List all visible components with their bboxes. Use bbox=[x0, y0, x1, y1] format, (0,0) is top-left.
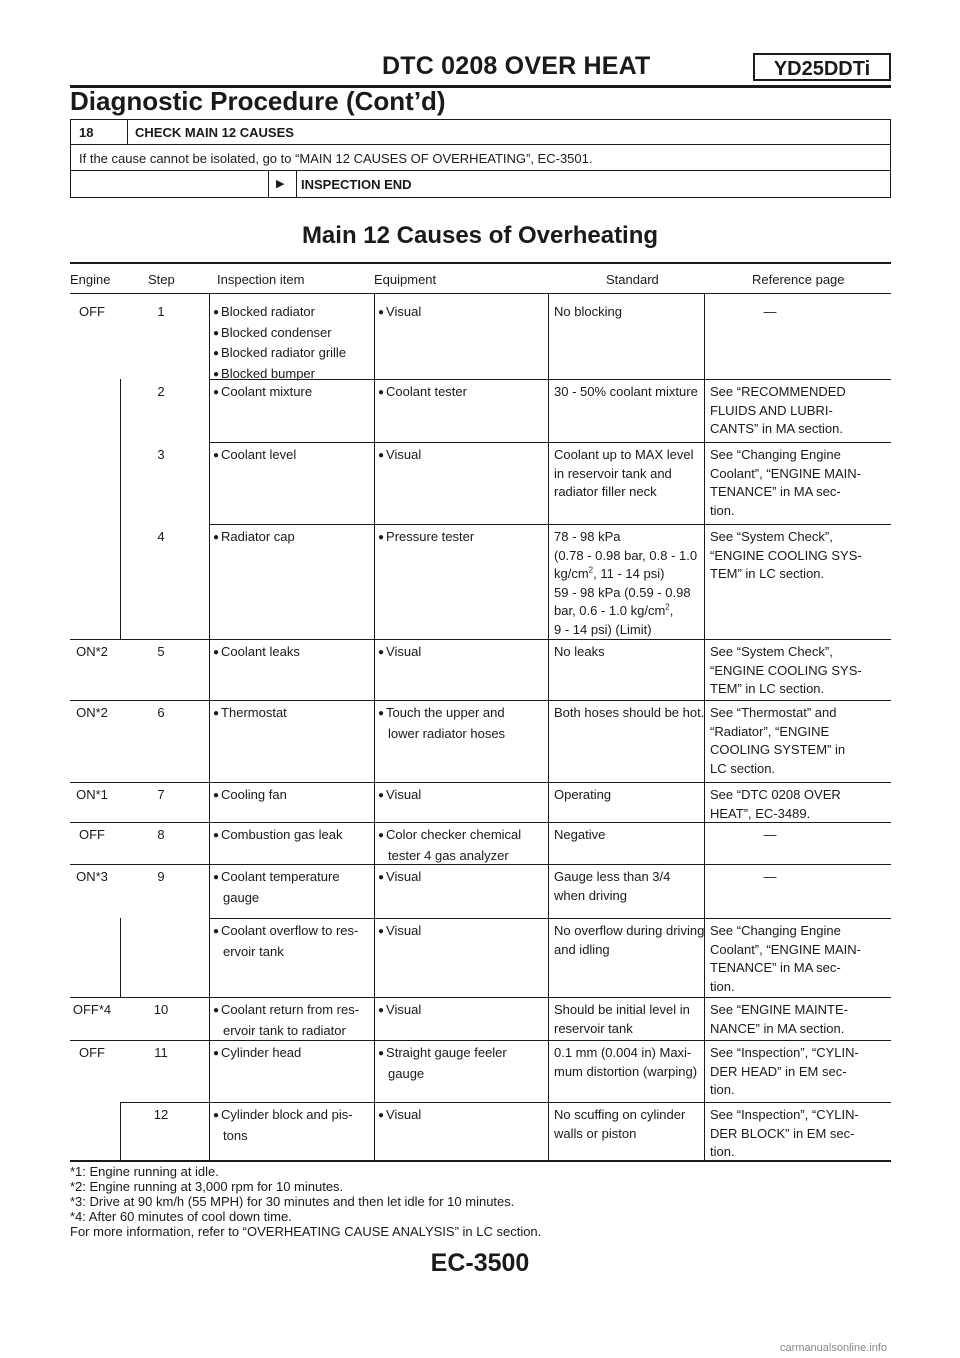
cell-standard: 30 - 50% coolant mixture bbox=[554, 384, 698, 399]
cell-reference: — bbox=[763, 827, 777, 842]
cell-equipment: ● Touch the upper and lower radiator hoses bbox=[378, 705, 506, 741]
cell-standard: 78 - 98 kPa (0.78 - 0.98 bar, 0.8 - 1.0 $kg/cm^2$, 11 - 14 psi) 59 - 98 kPa (0.59 - 0.98 bar, 0.6 - 1.0 $kg/cm^2$, 9 - 14 psi) (Limit) bbox=[554, 529, 698, 637]
column-divider bbox=[209, 293, 210, 1160]
cell-engine: ON*1 bbox=[76, 787, 108, 802]
cell-reference: See “System Check”, “ENGINE COOLING SYS- TEM” in LC section. bbox=[710, 644, 862, 697]
bullet-icon: ● bbox=[213, 1005, 220, 1016]
bullet-icon: ● bbox=[213, 926, 220, 937]
bullet-icon: ● bbox=[213, 368, 220, 380]
col-header-inspection-item: Inspection item bbox=[217, 272, 305, 287]
bullet-icon: ● bbox=[213, 348, 220, 360]
col-header-engine: Engine bbox=[70, 272, 111, 287]
cell-reference: See “Inspection”, “CYLIN- DER BLOCK” in EM sec- tion. bbox=[710, 1107, 859, 1160]
cell-reference: See “System Check”, “ENGINE COOLING SYS- TEM” in LC section. bbox=[710, 529, 862, 582]
cell-step: 5 bbox=[157, 644, 165, 659]
cell-standard: Should be initial level in reservoir tank bbox=[554, 1002, 690, 1036]
cell-step: 4 bbox=[157, 529, 165, 544]
bullet-icon: ● bbox=[213, 830, 220, 841]
bullet-icon: ● bbox=[378, 450, 385, 461]
cell-standard: Both hoses should be hot. bbox=[554, 705, 705, 720]
cell-standard: No overflow during driving and idling bbox=[554, 923, 705, 957]
bullet-icon: ● bbox=[213, 307, 220, 318]
bullet-icon: ● bbox=[213, 647, 220, 658]
cell-reference: See “DTC 0208 OVER HEAT”, EC-3489. bbox=[710, 787, 841, 821]
model-badge: YD25DDTi bbox=[753, 53, 891, 81]
right-triangle-icon: ▶ bbox=[276, 178, 285, 190]
row-divider bbox=[209, 918, 891, 919]
cell-inspection-item: ● Cooling fan bbox=[213, 787, 287, 802]
bullet-icon: ● bbox=[213, 1048, 220, 1059]
cell-equipment: ● Pressure tester bbox=[378, 529, 475, 544]
cell-equipment: ● Visual bbox=[378, 1107, 422, 1122]
cell-inspection-item: ● Thermostat bbox=[213, 705, 287, 720]
bullet-icon: ● bbox=[213, 1110, 220, 1121]
step-box-title-row bbox=[71, 120, 890, 145]
cell-equipment: ● Visual bbox=[378, 869, 422, 884]
bullet-icon: ● bbox=[213, 450, 220, 461]
cell-reference: See “Changing Engine Coolant”, “ENGINE MAIN- TENANCE” in MA sec- tion. bbox=[710, 447, 861, 518]
cell-inspection-item: ● Coolant leaks bbox=[213, 644, 300, 659]
cell-inspection-item: ● Blocked radiator ● Blocked condenser ● Blocked radiator grille ● Blocked bumper bbox=[213, 304, 347, 381]
note: *3: Drive at 90 km/h (55 MPH) for 30 minutes and then let idle for 10 minutes. bbox=[70, 1194, 515, 1209]
cell-reference: See “Thermostat” and “Radiator”, “ENGINE COOLING SYSTEM” in LC section. bbox=[710, 705, 846, 776]
cell-step: 12 bbox=[153, 1107, 169, 1122]
row-divider bbox=[70, 1040, 891, 1041]
bullet-icon: ● bbox=[378, 307, 385, 318]
step-title: CHECK MAIN 12 CAUSES bbox=[135, 125, 294, 140]
cell-engine: ON*2 bbox=[76, 705, 108, 720]
cell-equipment: ● Coolant tester bbox=[378, 384, 467, 399]
cell-reference: See “ENGINE MAINTE- NANCE” in MA section. bbox=[710, 1002, 848, 1036]
cell-step: 6 bbox=[157, 705, 165, 720]
cell-inspection-item: ● Cylinder head bbox=[213, 1045, 302, 1060]
step-number: 18 bbox=[79, 125, 94, 140]
note: *4: After 60 minutes of cool down time. bbox=[70, 1209, 292, 1224]
row-divider bbox=[70, 700, 891, 701]
col-header-equipment: Equipment bbox=[374, 272, 437, 287]
cell-equipment: ● Visual bbox=[378, 304, 422, 319]
cell-standard: Gauge less than 3/4 when driving bbox=[554, 869, 671, 903]
cell-step: 11 bbox=[154, 1045, 168, 1060]
cell-standard: No blocking bbox=[554, 304, 622, 319]
note: *2: Engine running at 3,000 rpm for 10 minutes. bbox=[70, 1179, 344, 1194]
row-divider bbox=[209, 442, 891, 443]
bullet-icon: ● bbox=[378, 1110, 385, 1121]
cell-equipment: ● Straight gauge feeler gauge bbox=[378, 1045, 507, 1081]
cell-reference: See “RECOMMENDED FLUIDS AND LUBRI- CANTS” in MA section. bbox=[710, 384, 846, 437]
group-divider bbox=[120, 379, 121, 639]
col-header-standard: Standard bbox=[606, 272, 659, 287]
cell-engine: OFF bbox=[79, 1045, 105, 1060]
cell-inspection-item: ● Coolant level bbox=[213, 447, 297, 462]
bullet-icon: ● bbox=[378, 872, 385, 883]
cell-standard: Operating bbox=[554, 787, 612, 802]
cell-equipment: ● Visual bbox=[378, 923, 422, 938]
cell-engine: OFF*4 bbox=[72, 1002, 112, 1017]
cell-step: 2 bbox=[157, 384, 165, 399]
bullet-icon: ● bbox=[213, 708, 220, 719]
cell-inspection-item: ● Coolant temperature gauge bbox=[213, 869, 340, 905]
step-text-row bbox=[71, 145, 890, 171]
cell-step: 1 bbox=[157, 304, 165, 319]
cell-engine: OFF bbox=[79, 827, 105, 842]
row-divider bbox=[209, 524, 891, 525]
notes bbox=[70, 1164, 541, 1239]
cell-standard: No leaks bbox=[554, 644, 605, 659]
cell-step: 8 bbox=[157, 827, 165, 842]
column-divider bbox=[704, 293, 705, 1160]
bullet-icon: ● bbox=[213, 387, 220, 398]
row-divider bbox=[120, 1102, 891, 1103]
bullet-icon: ● bbox=[378, 1005, 385, 1016]
cell-step: 9 bbox=[157, 869, 165, 884]
bullet-icon: ● bbox=[378, 830, 385, 841]
cell-step: 10 bbox=[153, 1002, 169, 1017]
cell-reference: — bbox=[763, 304, 777, 319]
header-subtitle: Diagnostic Procedure (Cont’d) bbox=[70, 86, 446, 116]
cell-equipment: ● Visual bbox=[378, 447, 422, 462]
cell-standard: Negative bbox=[554, 827, 606, 842]
note: For more information, refer to “OVERHEATING CAUSE ANALYSIS” in LC section. bbox=[70, 1224, 542, 1239]
cell-standard: 0.1 mm (0.004 in) Maxi- mum distortion (warping) bbox=[554, 1045, 698, 1079]
cell-equipment: ● Visual bbox=[378, 644, 422, 659]
row-divider bbox=[70, 997, 891, 998]
cell-step: 3 bbox=[157, 447, 165, 462]
cell-inspection-item: ● Coolant overflow to res- ervoir tank bbox=[213, 923, 359, 959]
cell-reference: See “Inspection”, “CYLIN- DER HEAD” in EM sec- tion. bbox=[710, 1045, 859, 1098]
col-header-step: Step bbox=[148, 272, 175, 287]
page-number: EC-3500 bbox=[430, 1249, 530, 1277]
bullet-icon: ● bbox=[378, 1048, 385, 1059]
cell-inspection-item: ● Coolant return from res- ervoir tank to radiator bbox=[213, 1002, 360, 1038]
step-result-row bbox=[71, 171, 890, 197]
column-divider bbox=[374, 293, 375, 1160]
group-divider bbox=[120, 1102, 121, 1160]
cell-standard: No scuffing on cylinder walls or piston bbox=[554, 1107, 686, 1141]
cell-inspection-item: ● Coolant mixture bbox=[213, 384, 313, 399]
bullet-icon: ● bbox=[378, 790, 385, 801]
step-text: If the cause cannot be isolated, go to “MAIN 12 CAUSES OF OVERHEATING”, EC-3501. bbox=[79, 151, 593, 166]
bullet-icon: ● bbox=[378, 647, 385, 658]
row-divider bbox=[70, 639, 891, 640]
watermark: carmanualsonline.info bbox=[780, 1342, 888, 1354]
cell-equipment: ● Color checker chemical tester 4 gas analyzer bbox=[378, 827, 522, 863]
bullet-icon: ● bbox=[378, 926, 385, 937]
cell-inspection-item: ● Combustion gas leak bbox=[213, 827, 343, 842]
step-box bbox=[70, 119, 891, 198]
header-title: DTC 0208 OVER HEAT bbox=[382, 52, 651, 80]
cell-inspection-item: ● Cylinder block and pis- tons bbox=[213, 1107, 353, 1143]
step-result: INSPECTION END bbox=[301, 177, 412, 192]
cell-engine: OFF bbox=[79, 304, 105, 319]
bullet-icon: ● bbox=[213, 327, 220, 339]
bullet-icon: ● bbox=[213, 532, 220, 543]
group-divider bbox=[120, 918, 121, 997]
bullet-icon: ● bbox=[378, 387, 385, 398]
cell-step: 7 bbox=[157, 787, 165, 802]
cell-equipment: ● Visual bbox=[378, 1002, 422, 1017]
cell-engine: ON*3 bbox=[76, 869, 108, 884]
note: *1: Engine running at idle. bbox=[70, 1164, 219, 1179]
bullet-icon: ● bbox=[378, 708, 385, 719]
cell-engine: ON*2 bbox=[76, 644, 108, 659]
cell-reference: See “Changing Engine Coolant”, “ENGINE MAIN- TENANCE” in MA sec- tion. bbox=[710, 923, 861, 994]
bullet-icon: ● bbox=[378, 532, 385, 543]
section-title: Main 12 Causes of Overheating bbox=[301, 222, 659, 249]
cell-equipment: ● Visual bbox=[378, 787, 422, 802]
row-divider bbox=[70, 782, 891, 783]
bullet-icon: ● bbox=[213, 790, 220, 801]
cell-inspection-item: ● Radiator cap bbox=[213, 529, 295, 544]
bullet-icon: ● bbox=[213, 872, 220, 883]
cell-reference: — bbox=[763, 869, 777, 884]
cell-standard: Coolant up to MAX level in reservoir tank and radiator filler neck bbox=[554, 447, 694, 500]
col-header-reference-page: Reference page bbox=[752, 272, 845, 287]
column-divider bbox=[548, 293, 549, 1160]
